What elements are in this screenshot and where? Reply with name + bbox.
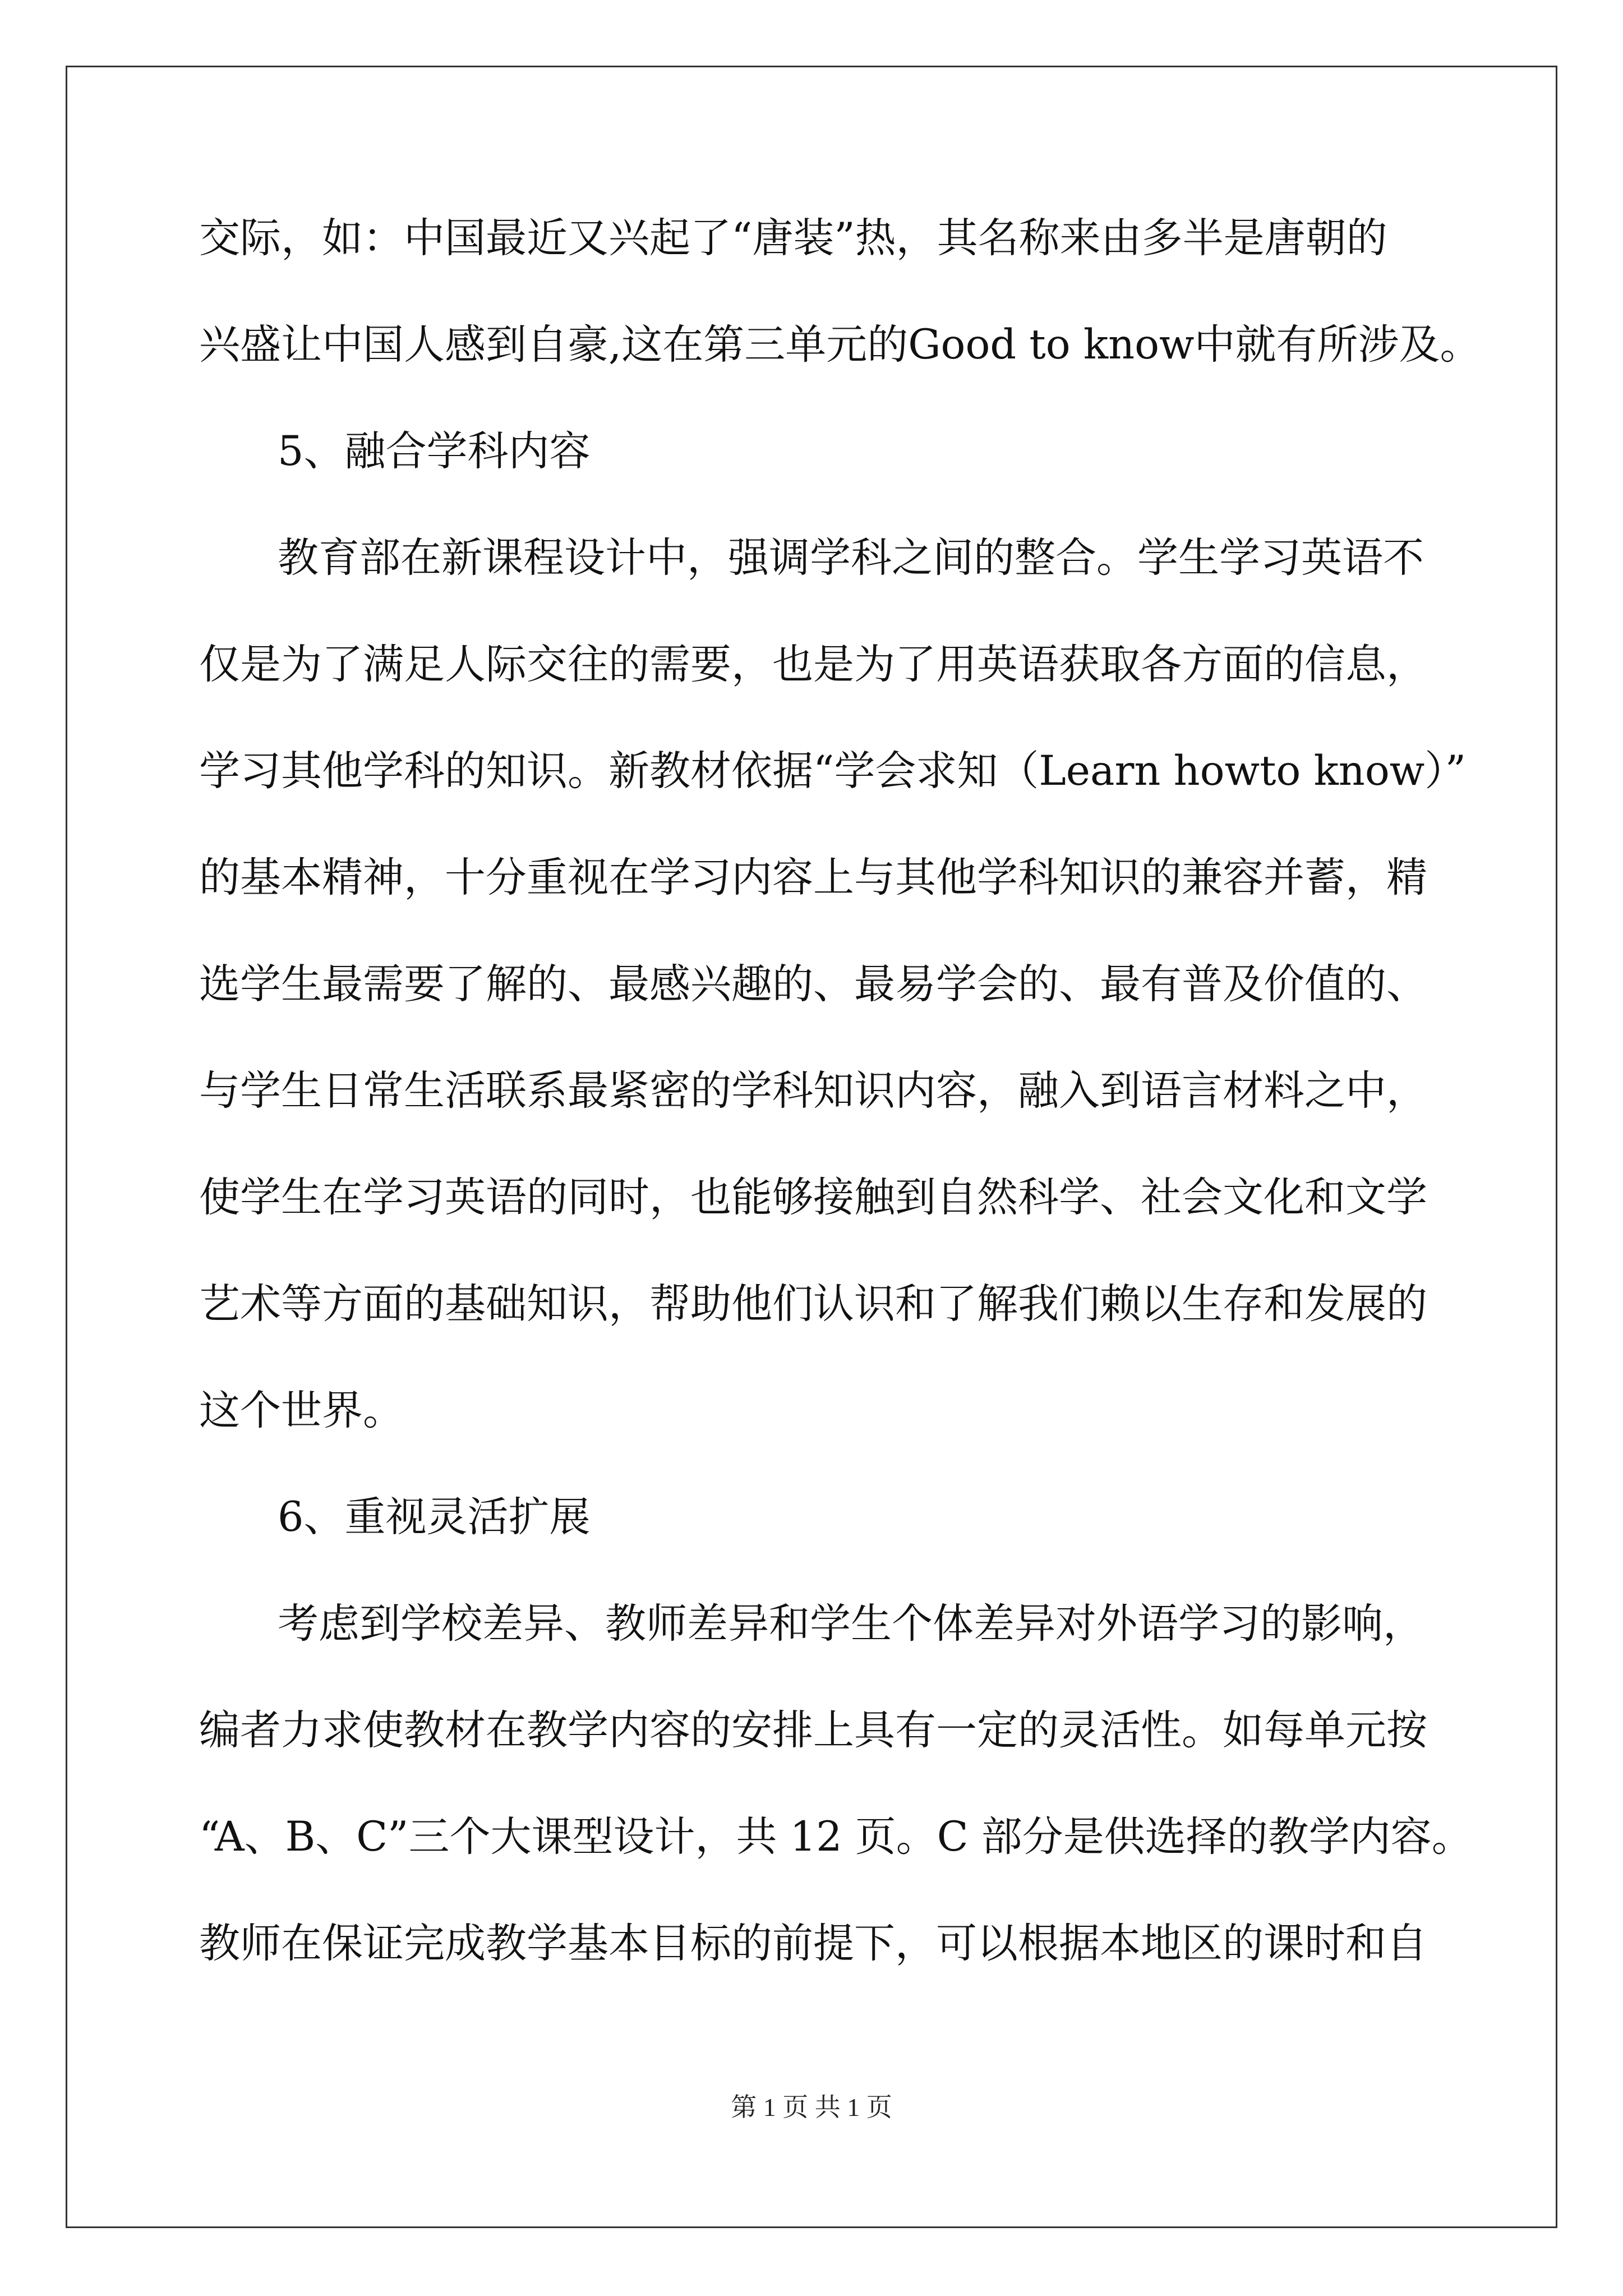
paragraph-start-line: 考虑到学校差异、教师差异和学生个体差异对外语学习的影响， bbox=[278, 1600, 1424, 1648]
body-line: 与学生日常生活联系最紧密的学科知识内容，融入到语言材料之中， bbox=[199, 1067, 1427, 1115]
page-border bbox=[66, 66, 1557, 2228]
page-number-footer: 第 1 页 共 1 页 bbox=[731, 2093, 892, 2122]
body-line: 的基本精神，十分重视在学习内容上与其他学科知识的兼容并蓄，精 bbox=[199, 854, 1427, 901]
body-line: 这个世界。 bbox=[199, 1387, 404, 1434]
body-line: “A、B、C”三个大课型设计，共 12 页。C 部分是供选择的教学内容。 bbox=[199, 1813, 1473, 1861]
body-line: 编者力求使教材在教学内容的安排上具有一定的灵活性。如每单元按 bbox=[199, 1706, 1427, 1754]
body-line: 兴盛让中国人感到自豪,这在第三单元的Good to know中就有所涉及。 bbox=[199, 321, 1481, 369]
body-line: 使学生在学习英语的同时，也能够接触到自然科学、社会文化和文学 bbox=[199, 1174, 1427, 1221]
body-line: 交际，如：中国最近又兴起了“唐装”热，其名称来由多半是唐朝的 bbox=[199, 214, 1387, 262]
paragraph-start-line: 教育部在新课程设计中，强调学科之间的整合。学生学习英语不 bbox=[278, 534, 1424, 582]
section-heading: 6、重视灵活扩展 bbox=[278, 1493, 591, 1541]
body-line: 教师在保证完成教学基本目标的前提下，可以根据本地区的课时和自 bbox=[199, 1920, 1427, 1967]
body-line: 学习其他学科的知识。新教材依据“学会求知（Learn howto know）” bbox=[199, 747, 1467, 795]
body-line: 选学生最需要了解的、最感兴趣的、最易学会的、最有普及价值的、 bbox=[199, 960, 1427, 1008]
section-heading: 5、融合学科内容 bbox=[278, 427, 591, 475]
body-line: 艺术等方面的基础知识，帮助他们认识和了解我们赖以生存和发展的 bbox=[199, 1280, 1427, 1328]
body-line: 仅是为了满足人际交往的需要，也是为了用英语获取各方面的信息， bbox=[199, 641, 1427, 688]
